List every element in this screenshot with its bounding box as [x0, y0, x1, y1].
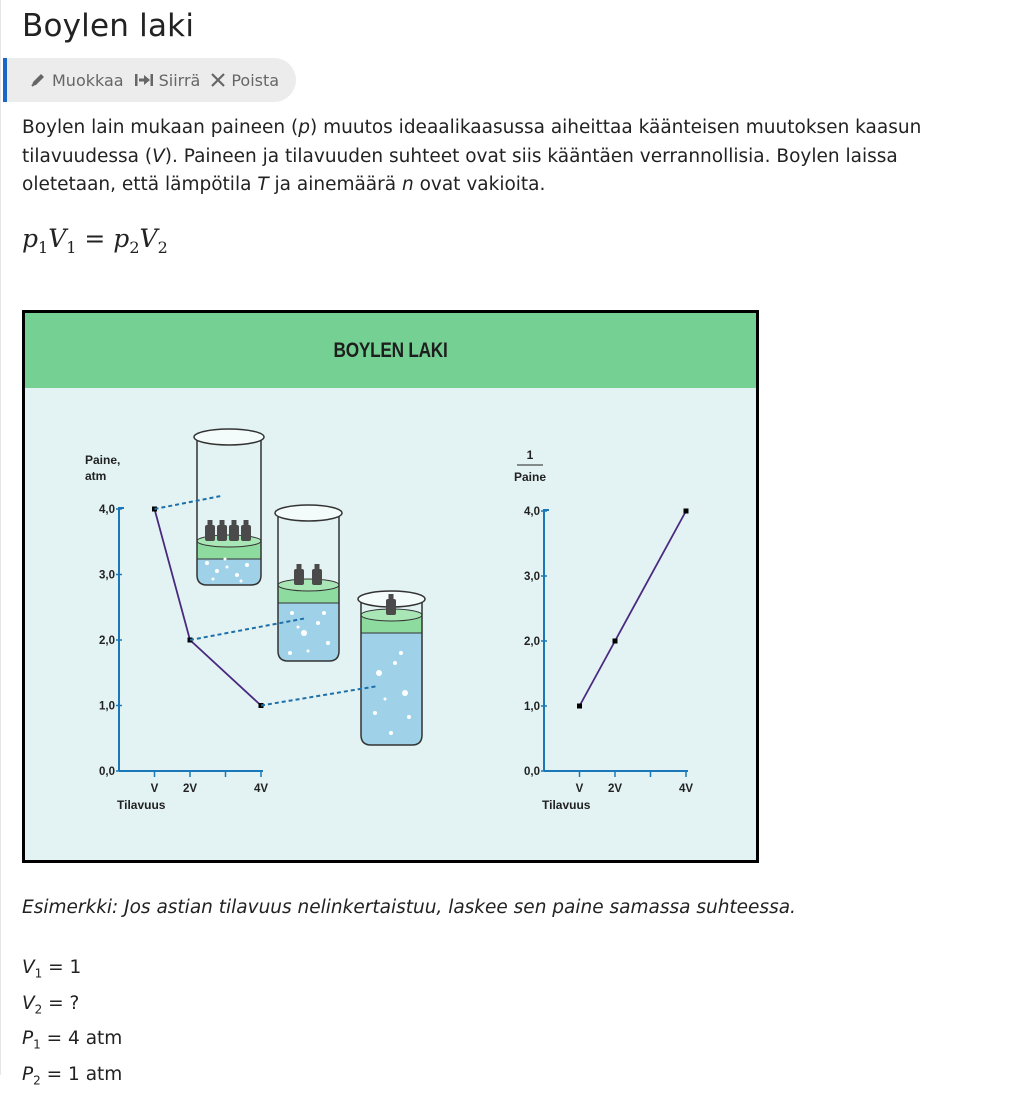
x-tick-label: 4V [678, 783, 694, 795]
bubble [326, 641, 330, 645]
formula-part: p [113, 224, 130, 253]
y-tick-label: 1,0 [99, 700, 115, 713]
var-p: p [298, 117, 311, 138]
x-axis-label: Tilavuus [542, 798, 591, 812]
y-tick-label: 1,0 [524, 701, 540, 713]
bubble [226, 566, 229, 569]
weight [241, 525, 251, 541]
var-t: T [257, 174, 269, 195]
weight-knob [315, 564, 320, 570]
y-axis-label: Paine, [85, 453, 121, 467]
x-tick-label: V [575, 783, 584, 795]
bubble [307, 650, 310, 653]
variable-list [22, 953, 122, 1096]
data-point [577, 704, 582, 709]
variable-sub: 2 [34, 1002, 43, 1017]
y-tick-label: 0,0 [99, 766, 115, 778]
weight-knob [244, 520, 249, 526]
page-title: Boylen laki [22, 8, 195, 44]
data-point [684, 509, 689, 514]
edit-label: Muokkaa [52, 70, 124, 90]
beaker-3 [358, 591, 425, 745]
text-span: ja ainemäärä [268, 174, 402, 195]
edit-button[interactable] [29, 71, 124, 90]
weight-knob [220, 520, 225, 526]
example-text: Esimerkki: Jos astian tilavuus nelinkertaistuu, laskee sen paine samassa suhteessa. [22, 897, 796, 918]
close-icon [210, 72, 226, 88]
text-span: ) muutos ideaalikaasussa aiheittaa käänteisen muutoksen kaasun tilavuudessa ( [22, 117, 922, 167]
weight [386, 599, 396, 615]
weight [205, 525, 215, 541]
beaker-liquid [361, 633, 422, 745]
pencil-icon [29, 71, 47, 89]
y-tick-label: 3,0 [524, 571, 540, 583]
bubble [373, 711, 377, 715]
variable-value: = 4 atm [40, 1028, 123, 1050]
formula-sub: 2 [157, 238, 168, 257]
x-tick-label: V [150, 783, 159, 795]
formula-sub: 1 [38, 238, 49, 257]
text-span: ovat vakioita. [413, 174, 546, 195]
variable-row [22, 989, 122, 1025]
intro-paragraph [22, 114, 982, 200]
beaker-2 [275, 505, 342, 661]
figure-title: BOYLEN LAKI [333, 338, 448, 362]
bubble [297, 626, 300, 629]
move-icon [134, 71, 154, 89]
bubble [376, 670, 382, 676]
left-border [0, 0, 1, 1075]
weight-knob [208, 520, 213, 526]
delete-button[interactable] [210, 71, 279, 90]
y-tick-label: 2,0 [524, 636, 540, 648]
y-tick-label: 0,0 [524, 766, 540, 778]
formula-part: V [139, 224, 158, 253]
variable-row [22, 1060, 122, 1096]
formula-equals: = [76, 224, 114, 253]
weight [229, 525, 239, 541]
dashed-connector [155, 496, 222, 509]
bubble [301, 630, 307, 636]
variable-row [22, 953, 122, 989]
bubble [402, 690, 408, 696]
delete-label: Poista [231, 70, 280, 90]
formula-sub: 1 [66, 238, 77, 257]
y-tick-label: 3,0 [99, 569, 115, 582]
bubble [322, 611, 326, 615]
bubble [235, 573, 239, 577]
x-axis-label: Tilavuus [117, 798, 166, 812]
x-tick-label: 2V [607, 783, 623, 795]
weight [294, 569, 304, 585]
y-tick-label: 2,0 [99, 635, 115, 647]
variable-sub: 2 [33, 1073, 41, 1088]
bubble [407, 715, 411, 719]
beaker-piston-top [278, 579, 339, 591]
formula-sub: 2 [129, 238, 140, 257]
variable-value: = 1 atm [40, 1064, 123, 1086]
bubble [224, 558, 227, 561]
y-axis-label-numerator: 1 [526, 448, 534, 462]
bubble [245, 563, 249, 567]
weight-knob [232, 520, 237, 526]
var-v: V [152, 145, 165, 167]
variable-name: P [22, 1064, 34, 1086]
bubble [399, 651, 403, 655]
variable-name: V [22, 992, 35, 1014]
variable-value: = 1 [42, 957, 82, 978]
bubble [240, 580, 243, 583]
text-span: ). Paineen ja tilavuuden suhteet ovat siis kääntäen verrannollisia. Boylen laissa oletetaan, että lämpötila [22, 145, 898, 195]
formula-part: V [48, 224, 67, 253]
bubble [316, 621, 320, 625]
beaker-rim [275, 505, 342, 521]
data-line [580, 511, 687, 706]
move-button[interactable] [134, 71, 201, 90]
variable-row [22, 1024, 122, 1060]
variable-sub: 1 [34, 966, 43, 981]
bubble [205, 561, 209, 565]
bubble [290, 611, 294, 615]
boyle-figure [22, 310, 759, 863]
y-tick-label: 4,0 [524, 506, 540, 518]
edit-toolbar [3, 58, 296, 102]
x-tick-label: 4V [253, 783, 269, 795]
var-n: n [401, 174, 414, 195]
variable-name: V [22, 957, 35, 978]
beaker-rim [194, 429, 264, 445]
x-tick-label: 2V [182, 783, 198, 795]
bubble [288, 651, 292, 655]
y-tick-label: 4,0 [99, 504, 115, 516]
move-label: Siirrä [158, 70, 201, 90]
beaker-1 [194, 429, 264, 585]
y-axis-label-denominator: Paine [513, 470, 547, 484]
variable-value: = ? [42, 992, 80, 1014]
data-point [613, 639, 618, 644]
y-axis-label: atm [85, 469, 107, 483]
bubble [212, 578, 215, 581]
bubble [389, 731, 393, 735]
bubble [384, 698, 387, 701]
weight-knob [297, 564, 302, 570]
weight [312, 569, 322, 585]
weight [217, 525, 227, 541]
weight-knob [389, 594, 394, 600]
text-span: Boylen lain mukaan paineen ( [22, 117, 299, 138]
bubble [393, 661, 397, 665]
boyle-formula [22, 224, 168, 257]
formula-part: p [22, 224, 39, 253]
bubble [215, 569, 219, 573]
figure-canvas [25, 313, 756, 860]
variable-name: P [22, 1028, 34, 1050]
variable-sub: 1 [33, 1038, 41, 1053]
